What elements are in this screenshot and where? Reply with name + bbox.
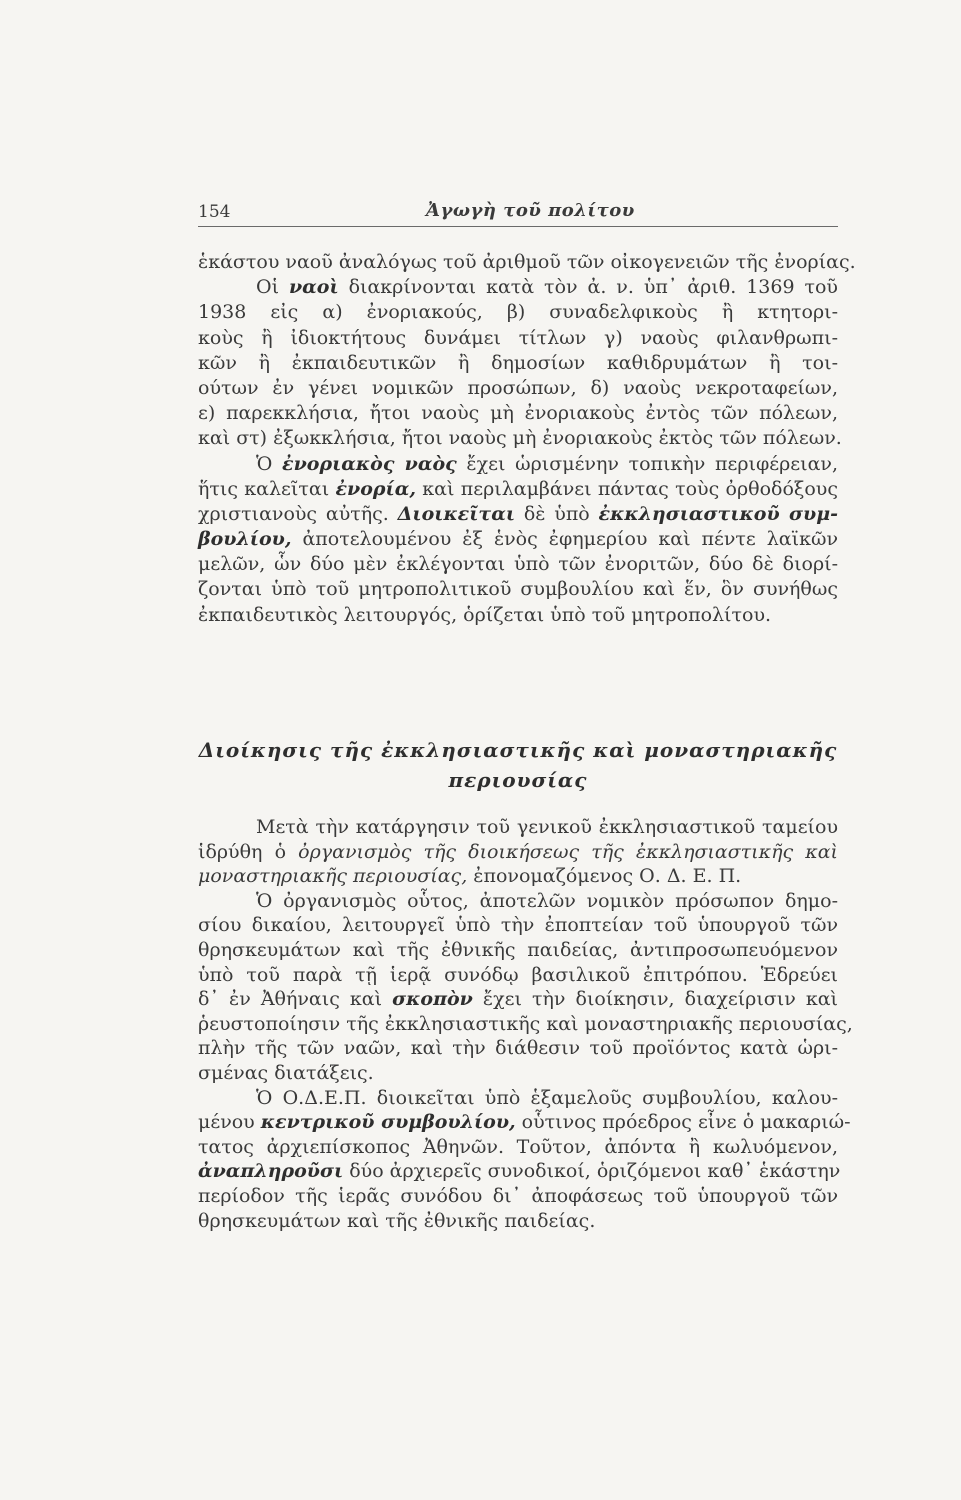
text-line: Ὁ ὀργανισμὸς οὗτος, ἀποτελῶν νομικὸν πρόσωπον δημο- xyxy=(256,889,838,912)
text-line: χριστιανοὺς αὐτῆς. Διοικεῖται δὲ ὑπὸ ἐκκλησιαστικοῦ συμ- xyxy=(198,502,838,525)
text-line: ῥευστοποίησιν τῆς ἐκκλησιαστικῆς καὶ μοναστηριακῆς περιουσίας, xyxy=(198,1012,853,1035)
text-line: Ὁ Ο.Δ.Ε.Π. διοικεῖται ὑπὸ ἑξαμελοῦς συμβουλίου, καλου- xyxy=(256,1086,838,1109)
text-line: βουλίου, ἀποτελουμένου ἐξ ἑνὸς ἐφημερίου καὶ πέντε λαϊκῶν xyxy=(198,528,838,551)
text-line: Ὁ ἐνοριακὸς ναὸς ἔχει ὡρισμένην τοπικὴν περιφέρειαν, xyxy=(256,452,838,475)
text-line: τατος ἀρχιεπίσκοπος Ἀθηνῶν. Τοῦτον, ἀπόντα ἢ κωλυόμενον, xyxy=(198,1135,838,1158)
text-line: ἐκπαιδευτικὸς λειτουργός, ὁρίζεται ὑπὸ τοῦ μητροπολίτου. xyxy=(198,603,772,626)
text-line: ἱδρύθη ὁ ὀργανισμὸς τῆς διοικήσεως τῆς ἐκκλησιαστικῆς καὶ xyxy=(198,840,838,863)
bold-term: ἐκκλησιαστικοῦ συμ- xyxy=(598,502,838,525)
text-line: Οἱ ναοὶ διακρίνονται κατὰ τὸν ἀ. ν. ὑπ᾽ ἀριθ. 1369 τοῦ xyxy=(256,276,838,299)
text-line: θρησκευμάτων καὶ τῆς ἐθνικῆς παιδείας, ἀντιπροσωπευόμενον xyxy=(198,938,838,961)
text-line: σμένας διατάξεις. xyxy=(198,1061,374,1084)
text-line: ἑκάστου ναοῦ ἀναλόγως τοῦ ἀριθμοῦ τῶν οἰκογενειῶν τῆς ἐνορίας. xyxy=(198,251,856,273)
bold-term: ἐνοριακὸς ναὸς xyxy=(282,452,457,475)
text-line: μελῶν, ὧν δύο μὲν ἐκλέγονται ὑπὸ τῶν ἐνοριτῶν, δύο δὲ διορί- xyxy=(198,553,838,576)
text-line: θρησκευμάτων καὶ τῆς ἐθνικῆς παιδείας. xyxy=(198,1209,596,1232)
paragraph-property-administration xyxy=(198,815,853,1233)
bold-term: ναοὶ xyxy=(288,276,339,299)
text-line: μένου κεντρικοῦ συμβουλίου, οὗτινος πρόεδρος εἶνε ὁ μακαριώ- xyxy=(198,1111,851,1134)
text-line: ἀναπληροῦσι δύο ἀρχιερεῖς συνοδικοί, ὁριζόμενοι καθ᾽ ἑκάστην xyxy=(198,1160,841,1183)
text-line: κοὺς ἢ ἰδιοκτήτους δυνάμει τίτλων γ) ναοὺς φιλανθρωπι- xyxy=(198,326,838,349)
text-line: 1938 εἰς α) ἐνοριακούς, β) συναδελφικοὺς ἢ κτητορι- xyxy=(198,301,838,324)
text-line: ἥτις καλεῖται ἐνορία, καὶ περιλαμβάνει πάντας τοὺς ὀρθοδόξους xyxy=(198,477,838,500)
bold-term: κεντρικοῦ συμβουλίου, xyxy=(260,1111,516,1134)
italic-term: ὀργανισμὸς τῆς διοικήσεως τῆς ἐκκλησιαστικῆς καὶ xyxy=(298,840,838,863)
text-line: σίου δικαίου, λειτουργεῖ ὑπὸ τὴν ἐποπτείαν τοῦ ὑπουργοῦ τῶν xyxy=(198,914,838,937)
page-header xyxy=(198,194,838,227)
section-heading-line: περιουσίας xyxy=(448,768,588,792)
section-heading-line: Διοίκησις τῆς ἐκκλησιαστικῆς καὶ μοναστηριακῆς xyxy=(198,738,838,762)
text-line: ε) παρεκκλήσια, ἤτοι ναοὺς μὴ ἐνοριακοὺς ἐντὸς τῶν πόλεων, xyxy=(198,402,838,425)
page-number: 154 xyxy=(198,202,231,222)
running-title: Ἀγωγὴ τοῦ πολίτου xyxy=(426,200,635,221)
italic-term: μοναστηριακῆς περιουσίας, xyxy=(198,865,468,888)
text-line: μοναστηριακῆς περιουσίας, ἐπονομαζόμενος Ο. Δ. Ε. Π. xyxy=(198,865,742,888)
text-line: περίοδον τῆς ἱερᾶς συνόδου δι᾽ ἀποφάσεως τοῦ ὑπουργοῦ τῶν xyxy=(198,1184,838,1207)
text-line: ούτων ἐν γένει νομικῶν προσώπων, δ) ναοὺς νεκροταφείων, xyxy=(198,376,838,399)
text-line: πλὴν τῆς τῶν ναῶν, καὶ τὴν διάθεσιν τοῦ προϊόντος κατὰ ὡρι- xyxy=(198,1037,838,1060)
text-line: ὑπὸ τοῦ παρὰ τῇ ἱερᾷ συνόδῳ βασιλικοῦ ἐπιτρόπου. Ἑδρεύει xyxy=(198,963,838,986)
bold-term: ἐνορία, xyxy=(335,477,416,500)
bold-term: σκοπὸν xyxy=(392,988,473,1011)
bold-term: Διοικεῖται xyxy=(397,502,516,525)
bold-term: βουλίου, xyxy=(198,528,292,551)
text-line: καὶ στ) ἐξωκκλήσια, ἤτοι ναοὺς μὴ ἐνοριακοὺς ἐκτὸς τῶν πόλεων. xyxy=(198,427,842,450)
text-line: ζονται ὑπὸ τοῦ μητροπολιτικοῦ συμβουλίου καὶ ἕν, ὃν συνήθως xyxy=(198,578,838,601)
text-line: δ᾽ ἐν Ἀθήναις καὶ σκοπὸν ἔχει τὴν διοίκησιν, διαχείρισιν καὶ xyxy=(198,988,839,1011)
paragraph-parish-churches xyxy=(198,250,856,628)
text-line: Μετὰ τὴν κατάργησιν τοῦ γενικοῦ ἐκκλησιαστικοῦ ταμείου xyxy=(256,816,838,838)
bold-term: ἀναπληροῦσι xyxy=(198,1160,344,1183)
text-line: κῶν ἢ ἐκπαιδευτικῶν ἢ δημοσίων καθιδρυμάτων ἢ τοι- xyxy=(198,351,838,374)
section-heading xyxy=(198,735,838,795)
